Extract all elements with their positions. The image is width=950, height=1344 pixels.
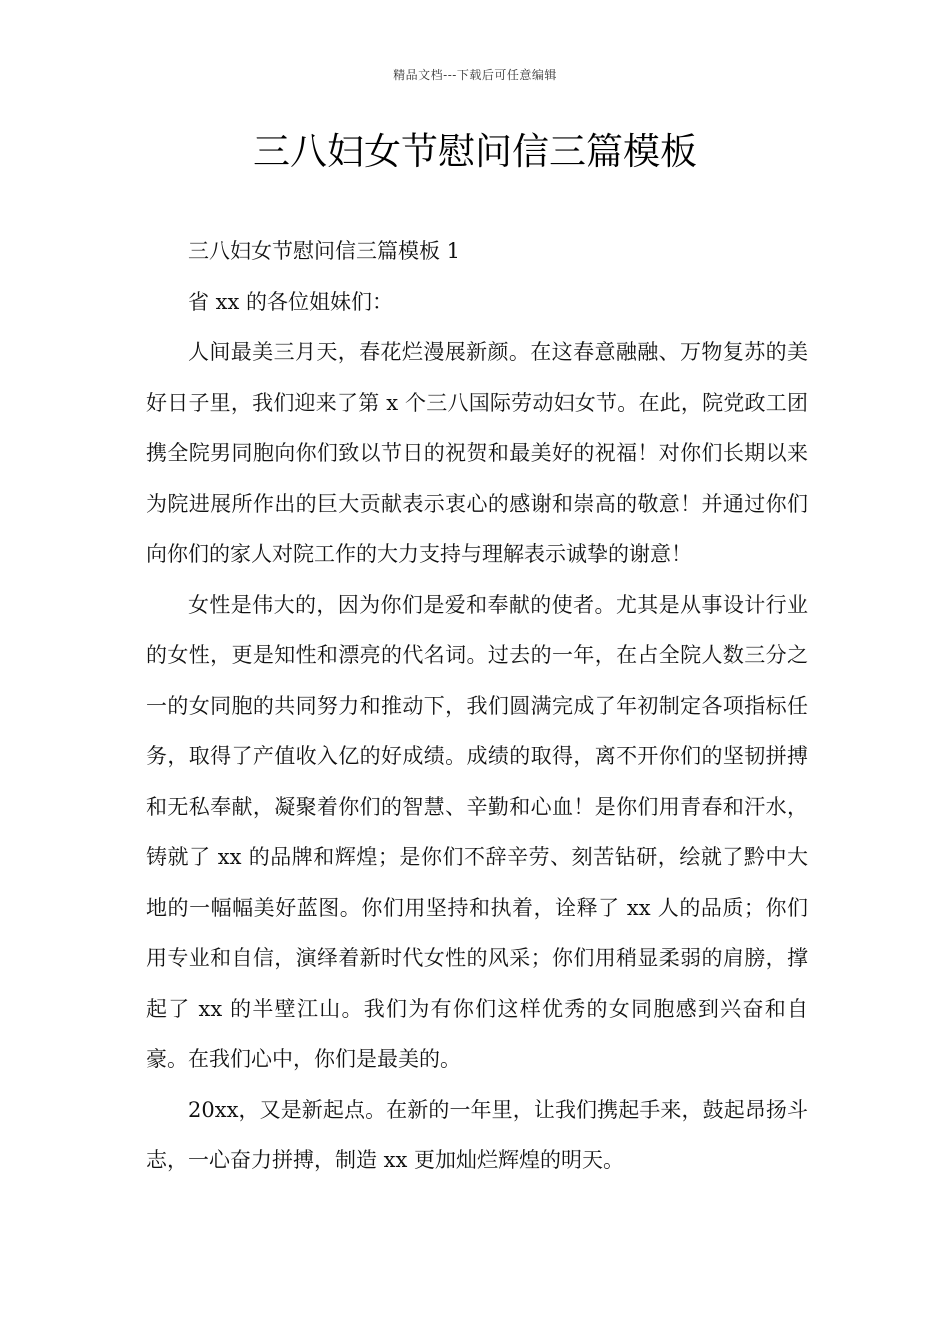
header-note: 精品文档---下载后可任意编辑 (393, 68, 557, 82)
paragraph: 女性是伟大的，因为你们是爱和奉献的使者。尤其是从事设计行业的女性，更是知性和漂亮的代名词。过去的一年，在占全院人数三分之一的女同胞的共同努力和推动下，我们圆满完成了年初制定各项指标任务，取得了产值收入亿的好成绩。成绩的取得，离不开你们的坚韧拼搏和无私奉献，凝聚着你们的智慧、辛勤和心血！是你们用青春和汗水，铸就了 xx 的品牌和辉煌；是你们不辞辛劳、刻苦钻研，绘就了黔中大地的一幅幅美好蓝图。你们用坚持和执着，诠释了 xx 人的品质；你们用专业和自信，演绎着新时代女性的风采；你们用稍显柔弱的肩膀，撑起了 xx 的半壁江山。我们为有你们这样优秀的女同胞感到兴奋和自豪。在我们心中，你们是最美的。 (146, 592, 808, 1071)
salutation: 省 xx 的各位姐妹们： (188, 289, 394, 314)
paragraph: 20xx，又是新起点。在新的一年里，让我们携起手来，鼓起昂扬斗志，一心奋力拼搏，制造 xx 更加灿烂辉煌的明天。 (146, 1097, 808, 1172)
section-heading: 三八妇女节慰问信三篇模板 1 (188, 239, 461, 263)
document-body (146, 226, 808, 1186)
document-title: 三八妇女节慰问信三篇模板 (253, 130, 697, 173)
paragraph: 人间最美三月天，春花烂漫展新颜。在这春意融融、万物复苏的美好日子里，我们迎来了第 x 个三八国际劳动妇女节。在此，院党政工团携全院男同胞向你们致以节日的祝贺和最美好的祝福！对你们长期以来为院进展所作出的巨大贡献表示衷心的感谢和崇高的敬意！并通过你们向你们的家人对院工作的大力支持与理解表示诚挚的谢意！ (146, 340, 808, 566)
